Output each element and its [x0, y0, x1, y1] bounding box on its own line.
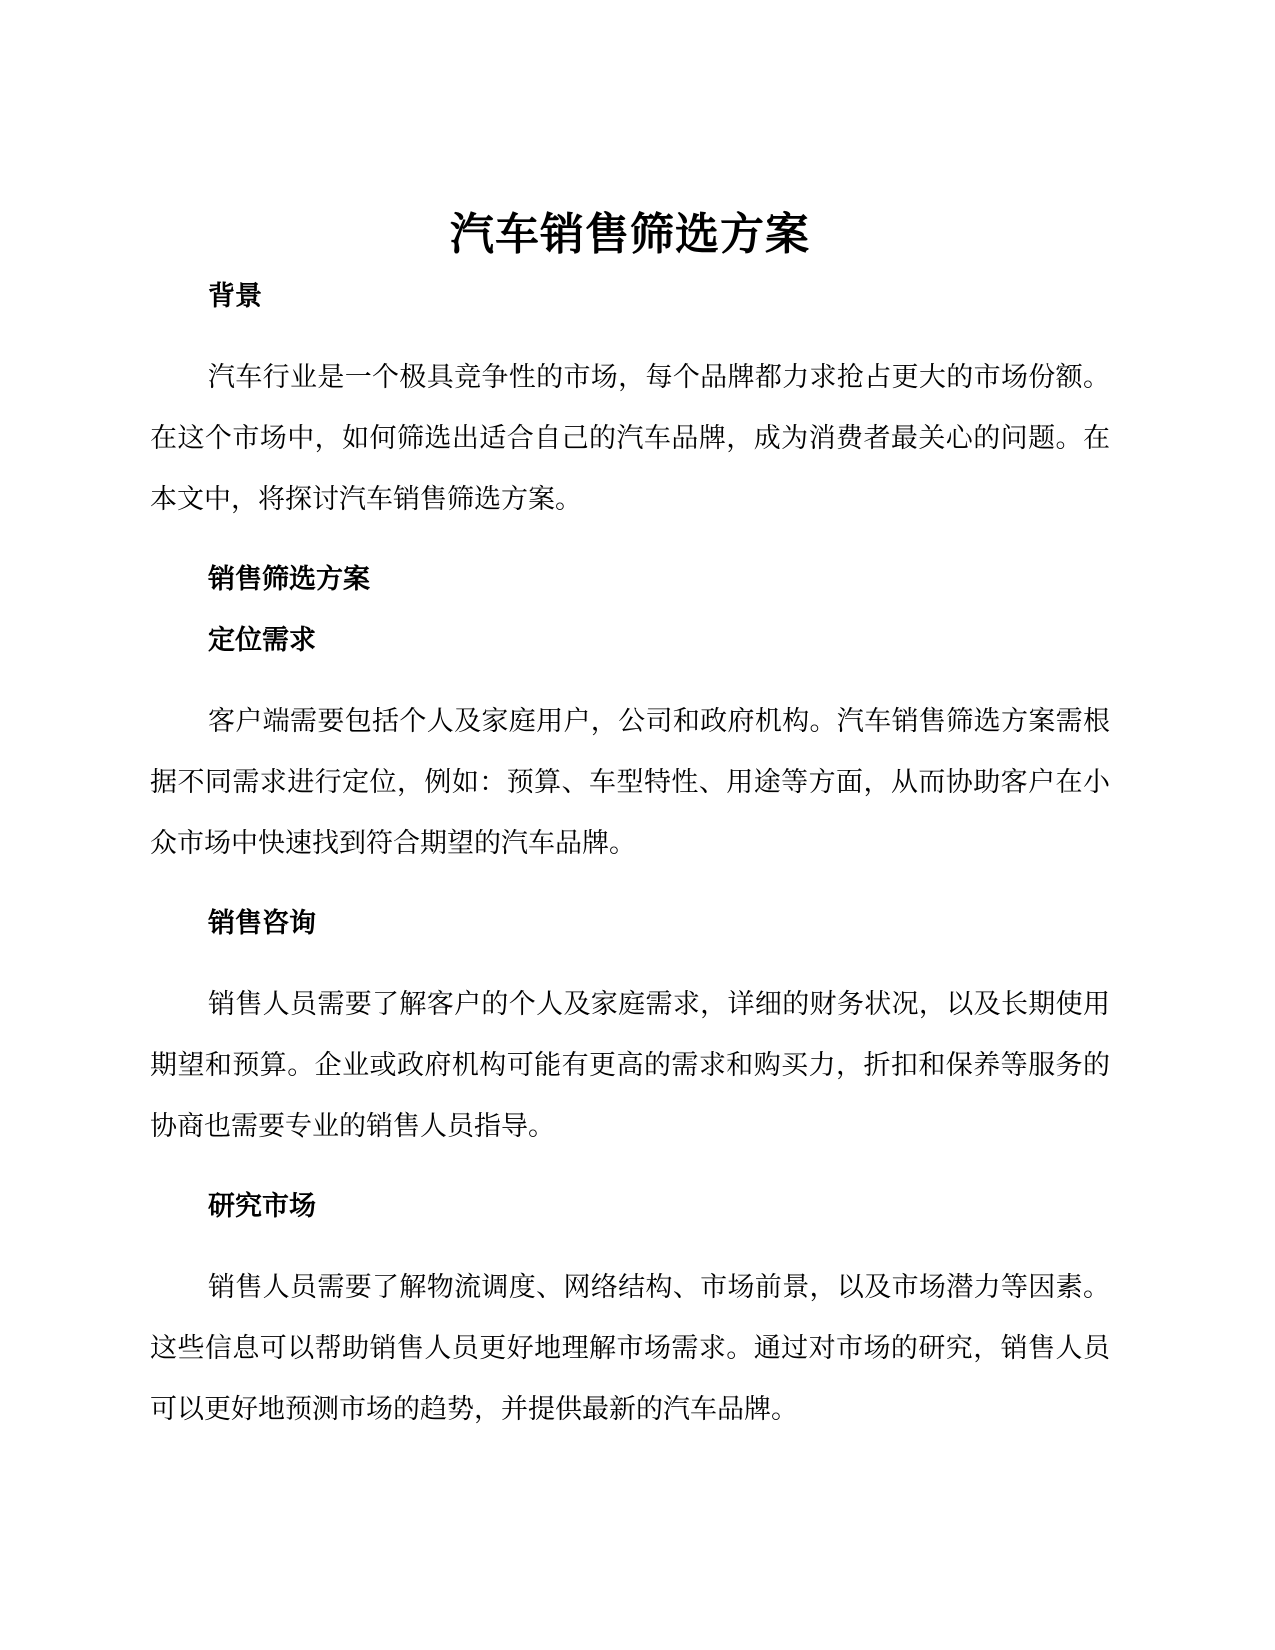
section-heading-positioning: 定位需求: [208, 625, 316, 656]
section-heading-market-research: 研究市场: [208, 1191, 316, 1222]
section-heading-sales-scheme: 销售筛选方案: [208, 564, 370, 595]
paragraph-market-research: 销售人员需要了解物流调度、网络结构、市场前景，以及市场潜力等因素。这些信息可以帮助销售人员更好地理解市场需求。通过对市场的研究，销售人员可以更好地预测市场的趋势，并提供最新的汽车品牌。: [150, 1272, 1110, 1425]
document-title: 汽车销售筛选方案: [450, 209, 810, 260]
section-heading-background: 背景: [208, 281, 262, 312]
paragraph-consulting: 销售人员需要了解客户的个人及家庭需求，详细的财务状况，以及长期使用期望和预算。企业或政府机构可能有更高的需求和购买力，折扣和保养等服务的协商也需要专业的销售人员指导。: [150, 989, 1110, 1142]
section-heading-consulting: 销售咨询: [208, 908, 316, 939]
paragraph-positioning: 客户端需要包括个人及家庭用户，公司和政府机构。汽车销售筛选方案需根据不同需求进行定位，例如：预算、车型特性、用途等方面，从而协助客户在小众市场中快速找到符合期望的汽车品牌。: [150, 706, 1110, 859]
document-body: [150, 205, 1110, 1440]
paragraph-background: 汽车行业是一个极具竞争性的市场，每个品牌都力求抢占更大的市场份额。在这个市场中，如何筛选出适合自己的汽车品牌，成为消费者最关心的问题。在本文中，将探讨汽车销售筛选方案。: [150, 362, 1110, 515]
